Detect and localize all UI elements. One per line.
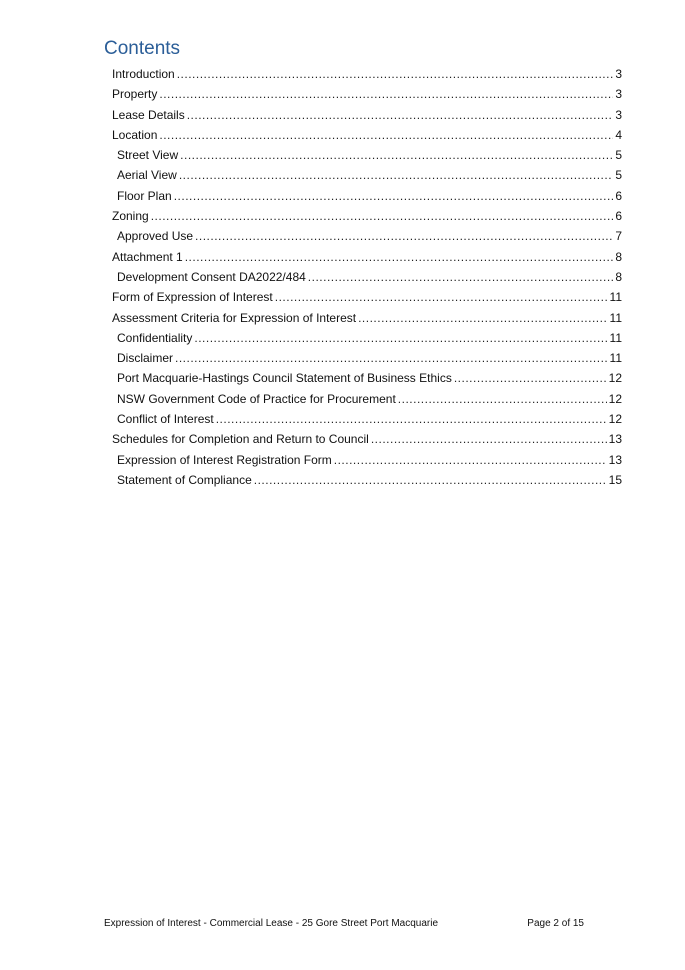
toc-entry-page-number: 4 <box>615 127 622 142</box>
toc-entry-page-number: 6 <box>615 209 622 224</box>
toc-dot-leader <box>308 267 614 287</box>
toc-entry-page-number: 3 <box>615 67 622 81</box>
toc-entry-title: Location <box>112 127 158 142</box>
toc-entry-title: Disclaimer <box>117 351 174 366</box>
toc-entry-title: Aerial View <box>117 168 177 183</box>
toc-entry-page-number: 8 <box>615 249 622 264</box>
toc-dot-leader <box>371 429 607 449</box>
toc-dot-leader <box>334 450 607 470</box>
toc-entry[interactable] <box>112 389 622 409</box>
toc-entry[interactable] <box>112 84 622 104</box>
toc-entry-title: Development Consent DA2022/484 <box>117 269 306 284</box>
toc-dot-leader <box>159 125 613 145</box>
toc-dot-leader <box>159 84 613 104</box>
toc-entry-page-number: 12 <box>608 412 622 427</box>
toc-entry[interactable] <box>112 409 622 429</box>
toc-dot-leader <box>358 308 607 328</box>
toc-dot-leader <box>398 389 607 409</box>
toc-entry-title: NSW Government Code of Practice for Procurement <box>117 391 396 406</box>
toc-entry-page-number: 11 <box>609 310 622 325</box>
toc-entry-page-number: 6 <box>615 188 622 203</box>
toc-entry-page-number: 13 <box>608 452 622 467</box>
toc-entry[interactable] <box>112 206 622 226</box>
toc-entry-title: Port Macquarie-Hastings Council Statement of Business Ethics <box>117 371 452 386</box>
toc-entry-title: Approved Use <box>117 229 194 244</box>
footer-page-number: Page 2 of 15 <box>527 918 584 929</box>
toc-entry[interactable] <box>112 165 622 185</box>
toc-entry[interactable] <box>112 226 622 246</box>
toc-entry[interactable] <box>112 368 622 388</box>
toc-entry-page-number: 3 <box>615 87 622 102</box>
contents-heading: Contents <box>104 38 181 59</box>
toc-entry[interactable] <box>112 429 622 449</box>
toc-entry[interactable] <box>112 64 622 84</box>
toc-entry[interactable] <box>112 328 622 348</box>
toc-entry[interactable] <box>112 450 622 470</box>
toc-dot-leader <box>216 409 607 429</box>
toc-entry-page-number: 15 <box>608 472 622 487</box>
toc-entry-page-number: 7 <box>615 229 622 244</box>
toc-dot-leader <box>254 470 607 490</box>
toc-entry-page-number: 13 <box>608 432 622 447</box>
toc-dot-leader <box>454 368 607 388</box>
toc-entry[interactable] <box>112 470 622 490</box>
toc-dot-leader <box>179 165 614 185</box>
toc-dot-leader <box>177 64 614 84</box>
toc-entry-page-number: 11 <box>609 330 622 345</box>
toc-entry-title: Lease Details <box>112 107 185 122</box>
toc-entry-page-number: 3 <box>615 107 622 122</box>
toc-entry-title: Introduction <box>112 67 175 81</box>
toc-entry-title: Street View <box>117 148 179 163</box>
toc-entry-page-number: 12 <box>608 391 622 406</box>
toc-entry-title: Conflict of Interest <box>117 412 214 427</box>
page-footer <box>104 918 584 929</box>
toc-entry-title: Attachment 1 <box>112 249 183 264</box>
toc-entry-page-number: 5 <box>615 148 622 163</box>
toc-entry-page-number: 11 <box>609 290 622 305</box>
toc-dot-leader <box>174 186 614 206</box>
toc-dot-leader <box>185 247 614 267</box>
footer-document-title: Expression of Interest - Commercial Lease - 25 Gore Street Port Macquarie <box>104 918 439 929</box>
toc-entry[interactable] <box>112 145 622 165</box>
toc-entry-title: Floor Plan <box>117 188 172 203</box>
toc-entry-title: Property <box>112 87 158 102</box>
toc-dot-leader <box>194 328 607 348</box>
toc-entry[interactable] <box>112 348 622 368</box>
toc-entry-page-number: 5 <box>615 168 622 183</box>
toc-entry[interactable] <box>112 105 622 125</box>
toc-dot-leader <box>175 348 608 368</box>
toc-entry-page-number: 8 <box>615 269 622 284</box>
toc-entry-title: Confidentiality <box>117 330 193 345</box>
table-of-contents <box>112 64 622 490</box>
toc-entry-title: Statement of Compliance <box>117 472 252 487</box>
toc-entry[interactable] <box>112 247 622 267</box>
toc-dot-leader <box>275 287 608 307</box>
toc-entry-title: Zoning <box>112 209 149 224</box>
toc-entry-title: Form of Expression of Interest <box>112 290 273 305</box>
toc-dot-leader <box>187 105 614 125</box>
toc-entry[interactable] <box>112 125 622 145</box>
toc-entry-title: Expression of Interest Registration Form <box>117 452 332 467</box>
toc-entry[interactable] <box>112 186 622 206</box>
toc-entry[interactable] <box>112 287 622 307</box>
toc-entry-title: Assessment Criteria for Expression of Interest <box>112 310 357 325</box>
toc-entry-title: Schedules for Completion and Return to Council <box>112 432 369 447</box>
toc-dot-leader <box>180 145 613 165</box>
toc-dot-leader <box>195 226 613 246</box>
toc-entry-page-number: 12 <box>608 371 622 386</box>
toc-entry-page-number: 11 <box>609 351 622 366</box>
toc-entry[interactable] <box>112 308 622 328</box>
toc-entry[interactable] <box>112 267 622 287</box>
toc-dot-leader <box>151 206 614 226</box>
